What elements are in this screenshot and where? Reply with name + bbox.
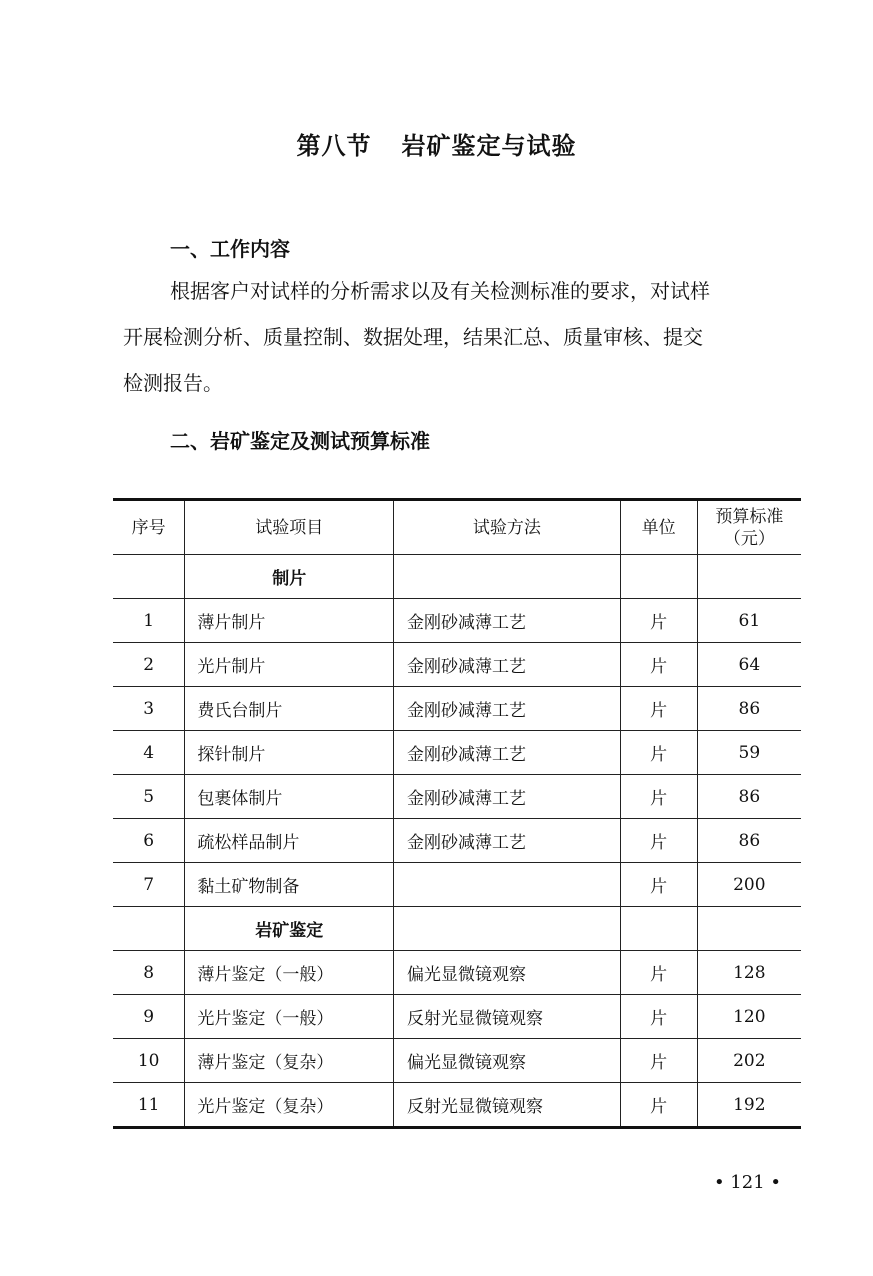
cell-num: 10 xyxy=(113,1039,185,1083)
cell-num: 5 xyxy=(113,775,185,819)
cell-method: 金刚砂减薄工艺 xyxy=(394,643,621,687)
cell-num: 3 xyxy=(113,687,185,731)
cell-item: 探针制片 xyxy=(185,731,394,775)
cell-item: 薄片鉴定（一般） xyxy=(185,951,394,995)
cell-unit: 片 xyxy=(620,731,697,775)
header-unit: 单位 xyxy=(620,500,697,555)
empty-cell xyxy=(394,907,621,951)
header-price xyxy=(697,500,801,555)
cell-unit: 片 xyxy=(620,951,697,995)
cell-item: 疏松样品制片 xyxy=(185,819,394,863)
paragraph-line: 开展检测分析、质量控制、数据处理，结果汇总、质量审核、提交 xyxy=(123,325,703,349)
cell-item: 黏土矿物制备 xyxy=(185,863,394,907)
table-row xyxy=(113,863,801,907)
cell-price: 120 xyxy=(697,995,801,1039)
table-row xyxy=(113,599,801,643)
table-body xyxy=(113,555,801,1128)
cell-num: 1 xyxy=(113,599,185,643)
cell-num: 7 xyxy=(113,863,185,907)
cell-num: 11 xyxy=(113,1083,185,1128)
cell-price: 192 xyxy=(697,1083,801,1128)
header-price-line1: 预算标准 xyxy=(715,506,784,527)
cell-method: 金刚砂减薄工艺 xyxy=(394,731,621,775)
table-row xyxy=(113,687,801,731)
cell-item: 光片制片 xyxy=(185,643,394,687)
table-group-row xyxy=(113,555,801,599)
table-row xyxy=(113,643,801,687)
cell-price: 64 xyxy=(697,643,801,687)
group-label: 岩矿鉴定 xyxy=(185,907,394,951)
cell-unit: 片 xyxy=(620,687,697,731)
cell-item: 薄片制片 xyxy=(185,599,394,643)
page-number: • 121 • xyxy=(713,1172,781,1193)
table-row xyxy=(113,1083,801,1128)
paragraph-line: 根据客户对试样的分析需求以及有关检测标准的要求，对试样 xyxy=(170,279,710,303)
cell-price: 61 xyxy=(697,599,801,643)
heading-budget-standard: 二、岩矿鉴定及测试预算标准 xyxy=(170,429,430,453)
empty-cell xyxy=(394,555,621,599)
table-row xyxy=(113,819,801,863)
cell-unit: 片 xyxy=(620,643,697,687)
header-num: 序号 xyxy=(113,500,185,555)
cell-item: 费氏台制片 xyxy=(185,687,394,731)
header-price-line2: （元） xyxy=(723,528,775,549)
cell-method: 偏光显微镜观察 xyxy=(394,1039,621,1083)
cell-num: 6 xyxy=(113,819,185,863)
empty-cell xyxy=(697,555,801,599)
cell-num: 4 xyxy=(113,731,185,775)
budget-table xyxy=(113,498,801,1129)
cell-num: 9 xyxy=(113,995,185,1039)
cell-unit: 片 xyxy=(620,599,697,643)
empty-cell xyxy=(620,907,697,951)
empty-cell xyxy=(113,555,185,599)
table-row xyxy=(113,775,801,819)
table-row xyxy=(113,951,801,995)
work-content-paragraph xyxy=(123,268,793,406)
cell-item: 光片鉴定（一般） xyxy=(185,995,394,1039)
cell-method: 偏光显微镜观察 xyxy=(394,951,621,995)
cell-item: 包裹体制片 xyxy=(185,775,394,819)
group-label: 制片 xyxy=(185,555,394,599)
table-header-row xyxy=(113,500,801,555)
table-row xyxy=(113,731,801,775)
cell-item: 薄片鉴定（复杂） xyxy=(185,1039,394,1083)
cell-price: 59 xyxy=(697,731,801,775)
cell-unit: 片 xyxy=(620,775,697,819)
header-item: 试验项目 xyxy=(185,500,394,555)
cell-method: 金刚砂减薄工艺 xyxy=(394,775,621,819)
cell-price: 86 xyxy=(697,775,801,819)
cell-method: 反射光显微镜观察 xyxy=(394,1083,621,1128)
cell-unit: 片 xyxy=(620,1039,697,1083)
cell-price: 128 xyxy=(697,951,801,995)
cell-price: 202 xyxy=(697,1039,801,1083)
cell-method: 反射光显微镜观察 xyxy=(394,995,621,1039)
paragraph-line: 检测报告。 xyxy=(123,371,223,395)
cell-unit: 片 xyxy=(620,863,697,907)
cell-num: 2 xyxy=(113,643,185,687)
cell-num: 8 xyxy=(113,951,185,995)
cell-method: 金刚砂减薄工艺 xyxy=(394,687,621,731)
cell-unit: 片 xyxy=(620,819,697,863)
page-title xyxy=(0,126,873,161)
cell-method: 金刚砂减薄工艺 xyxy=(394,599,621,643)
cell-price: 86 xyxy=(697,819,801,863)
cell-method xyxy=(394,863,621,907)
cell-method: 金刚砂减薄工艺 xyxy=(394,819,621,863)
section-number: 第八节 xyxy=(296,132,372,160)
cell-unit: 片 xyxy=(620,1083,697,1128)
table-row xyxy=(113,1039,801,1083)
empty-cell xyxy=(113,907,185,951)
table-group-row xyxy=(113,907,801,951)
cell-price: 86 xyxy=(697,687,801,731)
header-method: 试验方法 xyxy=(394,500,621,555)
section-name: 岩矿鉴定与试验 xyxy=(401,132,577,160)
heading-work-content: 一、工作内容 xyxy=(170,237,290,261)
cell-price: 200 xyxy=(697,863,801,907)
empty-cell xyxy=(620,555,697,599)
cell-item: 光片鉴定（复杂） xyxy=(185,1083,394,1128)
empty-cell xyxy=(697,907,801,951)
table-row xyxy=(113,995,801,1039)
cell-unit: 片 xyxy=(620,995,697,1039)
